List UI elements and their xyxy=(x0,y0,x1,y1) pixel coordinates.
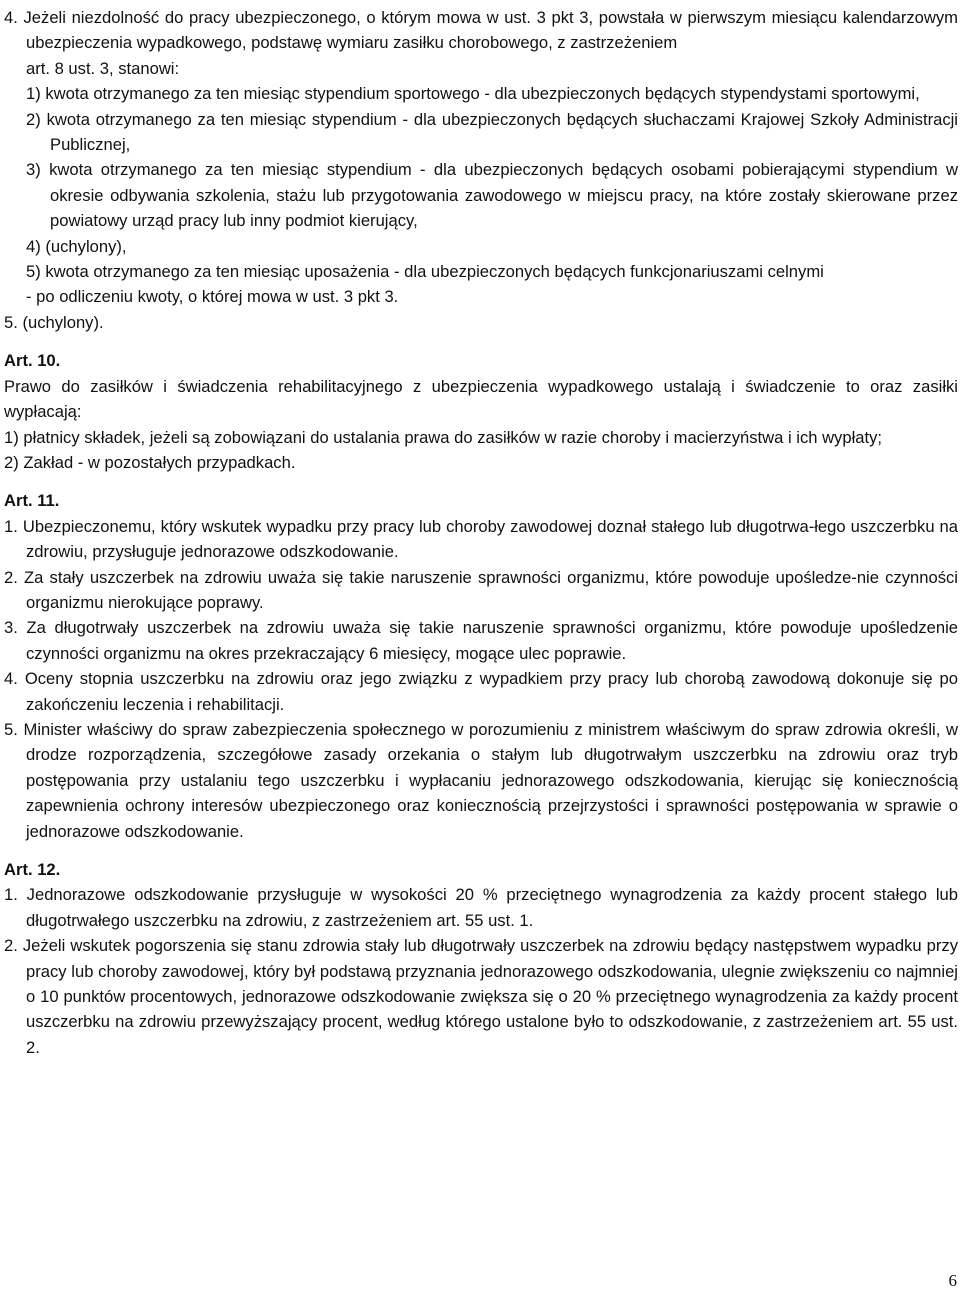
article-12 xyxy=(4,857,958,1060)
article-11 xyxy=(4,488,958,844)
document-page xyxy=(4,5,958,1060)
article-12-item-2: 2. Jeżeli wskutek pogorszenia się stanu zdrowia stały lub długotrwały uszczerbek na zdrowiu będący następstwem wypadku przy pracy lub choroby zawodowej, który był podstawą przyznania jednorazowego odszkodowania, ulegnie zwiększeniu co najmniej o 10 punktów procentowych, jednorazowe odszkodowanie zwiększa się o 20 % przeciętnego wynagrodzenia za każdy procent uszczerbku na zdrowiu przewyższający procent, według którego ustalone było to odszkodowanie, z zastrzeżeniem art. 55 ust. 2. xyxy=(4,936,958,1057)
article-11-title: Art. 11. xyxy=(4,491,60,511)
paragraph-5: 5. (uchylony). xyxy=(4,312,104,332)
article-11-item-5: 5. Minister właściwy do spraw zabezpieczenia społecznego w porozumieniu z ministrem właściwym do spraw zdrowia określi, w drodze rozporządzenia, szczegółowe zasady orzekania o stałym lub długotrwałym uszczerbku na zdrowiu oraz tryb postępowania przy ustalaniu tego uszczerbku i wypłacaniu jednorazowego odszkodowania, kierując się koniecznością zapewnienia ochrony interesów ubezpieczonego oraz koniecznością przejrzystości i sprawności postępowania w sprawie o jednorazowe odszkodowanie. xyxy=(4,719,958,841)
paragraph-4-intro-cont: art. 8 ust. 3, stanowi: xyxy=(26,58,180,78)
article-10-item-2: 2) Zakład - w pozostałych przypadkach. xyxy=(4,452,296,472)
article-10-intro: Prawo do zasiłków i świadczenia rehabilitacyjnego z ubezpieczenia wypadkowego ustalają i świadczenie to oraz zasiłki wypłacają: xyxy=(4,376,958,422)
section-4 xyxy=(4,5,958,335)
list-item-4-2: 2) kwota otrzymanego za ten miesiąc stypendium - dla ubezpieczonych będących słuchaczami Krajowej Szkoły Administracji Publicznej, xyxy=(26,109,958,155)
list-item-4-5: 5) kwota otrzymanego za ten miesiąc uposażenia - dla ubezpieczonych będących funkcjonariuszami celnymi xyxy=(26,262,824,282)
paragraph-4-intro: 4. Jeżeli niezdolność do pracy ubezpieczonego, o którym mowa w ust. 3 pkt 3, powstała w pierwszym miesiącu kalendarzowym ubezpieczenia wypadkowego, podstawę wymiaru zasiłku chorobowego, z zastrzeżeniem xyxy=(4,8,958,53)
list-item-4-4: 4) (uchylony), xyxy=(26,236,127,256)
paragraph-4-closing: - po odliczeniu kwoty, o której mowa w ust. 3 pkt 3. xyxy=(26,287,399,307)
article-12-title: Art. 12. xyxy=(4,860,61,879)
article-10 xyxy=(4,348,958,475)
article-11-item-3: 3. Za długotrwały uszczerbek na zdrowiu uważa się takie naruszenie sprawności organizmu, które powoduje upośledzenie czynności organizmu na okres przekraczający 6 miesięcy, mogące ulec poprawie. xyxy=(4,618,958,663)
article-11-item-2: 2. Za stały uszczerbek na zdrowiu uważa się takie naruszenie sprawności organizmu, które powoduje upośledze-nie czynności organizmu nierokujące poprawy. xyxy=(4,567,958,612)
list-item-4-1: 1) kwota otrzymanego za ten miesiąc stypendium sportowego - dla ubezpieczonych będących stypendystami sportowymi, xyxy=(26,84,920,104)
article-10-title: Art. 10. xyxy=(4,351,61,371)
article-12-item-1: 1. Jednorazowe odszkodowanie przysługuje w wysokości 20 % przeciętnego wynagrodzenia za każdy procent stałego lub długotrwałego uszczerbku na zdrowiu, z zastrzeżeniem art. 55 ust. 1. xyxy=(4,885,958,930)
article-11-item-1: 1. Ubezpieczonemu, który wskutek wypadku przy pracy lub choroby zawodowej doznał stałego lub długotrwa-łego uszczerbku na zdrowiu, przysługuje jednorazowe odszkodowanie. xyxy=(4,516,958,562)
list-item-4-3: 3) kwota otrzymanego za ten miesiąc stypendium - dla ubezpieczonych będących osobami pobierającymi stypendium w okresie odbywania szkolenia, stażu lub przygotowania zawodowego w miejscu pracy, na które zostały skierowane przez powiatowy urząd pracy lub inny podmiot kierujący, xyxy=(26,160,958,231)
article-10-item-1: 1) płatnicy składek, jeżeli są zobowiązani do ustalania prawa do zasiłków w razie choroby i macierzyństwa i ich wypłaty; xyxy=(4,427,883,447)
page-number: 6 xyxy=(948,1271,957,1290)
article-11-item-4: 4. Oceny stopnia uszczerbku na zdrowiu oraz jego związku z wypadkiem przy pracy lub chorobą zawodową dokonuje się po zakończeniu leczenia i rehabilitacji. xyxy=(4,669,958,714)
